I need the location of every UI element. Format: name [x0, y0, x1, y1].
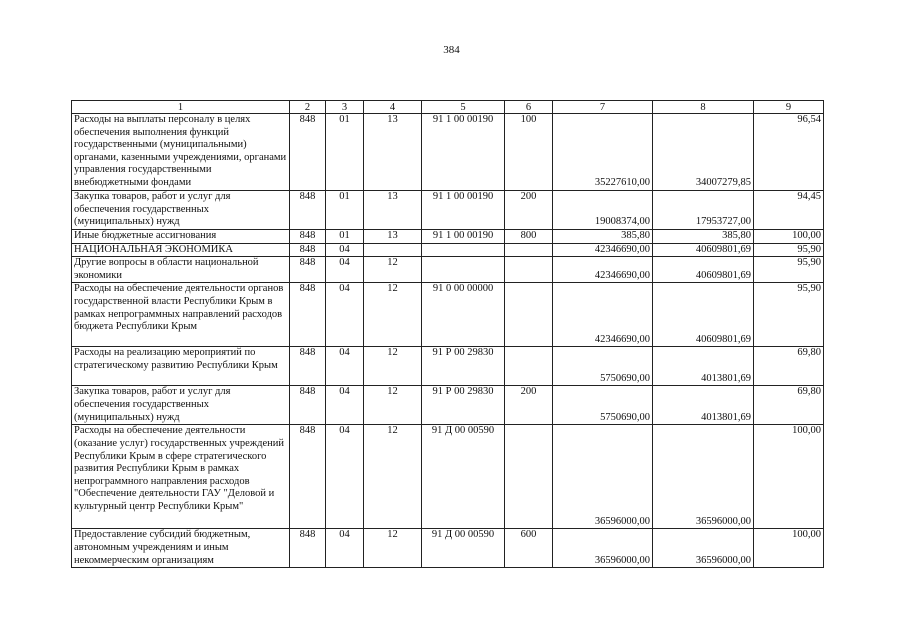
subsection-code: 12	[364, 386, 422, 425]
expense-type-code: 200	[505, 191, 553, 230]
planned-amount: 36596000,00	[553, 529, 653, 568]
expense-name: Закупка товаров, работ и услуг для обеспечения государственных (муниципальных) нужд	[72, 191, 290, 230]
subsection-code: 12	[364, 283, 422, 347]
expense-type-code	[505, 257, 553, 283]
planned-amount: 42346690,00	[553, 283, 653, 347]
table-row	[72, 283, 824, 347]
section-code: 04	[326, 529, 364, 568]
header-cell: 2	[290, 101, 326, 114]
table-row	[72, 230, 824, 244]
executed-amount: 17953727,00	[653, 191, 754, 230]
subsection-code: 13	[364, 230, 422, 244]
ministry-code: 848	[290, 529, 326, 568]
expense-type-code: 100	[505, 114, 553, 191]
executed-amount: 4013801,69	[653, 386, 754, 425]
expense-type-code	[505, 243, 553, 257]
table-row	[72, 191, 824, 230]
subsection-code: 12	[364, 425, 422, 529]
target-article-code: 91 Р 00 29830	[422, 347, 505, 386]
executed-amount: 40609801,69	[653, 243, 754, 257]
execution-percent: 69,80	[754, 347, 824, 386]
expense-type-code	[505, 425, 553, 529]
header-cell: 5	[422, 101, 505, 114]
executed-amount: 4013801,69	[653, 347, 754, 386]
section-code: 04	[326, 257, 364, 283]
expense-name: Расходы на обеспечение деятельности (оказание услуг) государственных учреждений Республики Крым в сфере стратегического развития Республики Крым в рамках непрограммного направления расходов "Обеспечение деятельности ГАУ "Деловой и культурный центр Республики Крым"	[72, 425, 290, 529]
table-row	[72, 257, 824, 283]
section-code: 01	[326, 191, 364, 230]
expense-name: Закупка товаров, работ и услуг для обеспечения государственных (муниципальных) нужд	[72, 386, 290, 425]
table-row	[72, 347, 824, 386]
section-code: 04	[326, 283, 364, 347]
expense-name: Расходы на реализацию мероприятий по стратегическому развитию Республики Крым	[72, 347, 290, 386]
header-cell: 9	[754, 101, 824, 114]
expense-type-code: 600	[505, 529, 553, 568]
expense-name: Другие вопросы в области национальной экономики	[72, 257, 290, 283]
execution-percent: 96,54	[754, 114, 824, 191]
table-row	[72, 243, 824, 257]
section-code: 04	[326, 386, 364, 425]
expense-name: Предоставление субсидий бюджетным, автономным учреждениям и иным некоммерческим организациям	[72, 529, 290, 568]
ministry-code: 848	[290, 191, 326, 230]
target-article-code: 91 1 00 00190	[422, 114, 505, 191]
target-article-code: 91 0 00 00000	[422, 283, 505, 347]
executed-amount: 34007279,85	[653, 114, 754, 191]
target-article-code: 91 1 00 00190	[422, 191, 505, 230]
section-code: 01	[326, 230, 364, 244]
planned-amount: 36596000,00	[553, 425, 653, 529]
executed-amount: 40609801,69	[653, 257, 754, 283]
target-article-code	[422, 243, 505, 257]
planned-amount: 5750690,00	[553, 347, 653, 386]
ministry-code: 848	[290, 425, 326, 529]
section-code: 04	[326, 243, 364, 257]
executed-amount: 36596000,00	[653, 425, 754, 529]
target-article-code: 91 1 00 00190	[422, 230, 505, 244]
execution-percent: 95,90	[754, 283, 824, 347]
section-code: 01	[326, 114, 364, 191]
expense-name: НАЦИОНАЛЬНАЯ ЭКОНОМИКА	[72, 243, 290, 257]
execution-percent: 94,45	[754, 191, 824, 230]
execution-percent: 100,00	[754, 425, 824, 529]
header-cell: 6	[505, 101, 553, 114]
target-article-code: 91 Д 00 00590	[422, 425, 505, 529]
budget-table	[71, 100, 824, 568]
planned-amount: 385,80	[553, 230, 653, 244]
ministry-code: 848	[290, 114, 326, 191]
planned-amount: 35227610,00	[553, 114, 653, 191]
ministry-code: 848	[290, 283, 326, 347]
ministry-code: 848	[290, 230, 326, 244]
ministry-code: 848	[290, 243, 326, 257]
target-article-code: 91 Д 00 00590	[422, 529, 505, 568]
subsection-code: 12	[364, 347, 422, 386]
executed-amount: 36596000,00	[653, 529, 754, 568]
expense-name: Иные бюджетные ассигнования	[72, 230, 290, 244]
subsection-code	[364, 243, 422, 257]
target-article-code	[422, 257, 505, 283]
section-code: 04	[326, 347, 364, 386]
header-cell: 8	[653, 101, 754, 114]
subsection-code: 13	[364, 191, 422, 230]
execution-percent: 100,00	[754, 529, 824, 568]
table-row	[72, 386, 824, 425]
ministry-code: 848	[290, 257, 326, 283]
ministry-code: 848	[290, 347, 326, 386]
table-row	[72, 529, 824, 568]
header-cell: 3	[326, 101, 364, 114]
planned-amount: 19008374,00	[553, 191, 653, 230]
expense-type-code: 800	[505, 230, 553, 244]
planned-amount: 42346690,00	[553, 243, 653, 257]
execution-percent: 100,00	[754, 230, 824, 244]
header-row	[72, 101, 824, 114]
header-cell: 1	[72, 101, 290, 114]
expense-type-code	[505, 283, 553, 347]
ministry-code: 848	[290, 386, 326, 425]
subsection-code: 12	[364, 257, 422, 283]
planned-amount: 5750690,00	[553, 386, 653, 425]
execution-percent: 69,80	[754, 386, 824, 425]
planned-amount: 42346690,00	[553, 257, 653, 283]
subsection-code: 13	[364, 114, 422, 191]
expense-name: Расходы на обеспечение деятельности органов государственной власти Республики Крым в рамках непрограммных направлений расходов бюджета Республики Крым	[72, 283, 290, 347]
executed-amount: 385,80	[653, 230, 754, 244]
header-cell: 4	[364, 101, 422, 114]
expense-name: Расходы на выплаты персоналу в целях обеспечения выполнения функций государственными (муниципальными) органами, казенными учреждениями, органами управления государственными внебюджетными фондами	[72, 114, 290, 191]
target-article-code: 91 Р 00 29830	[422, 386, 505, 425]
execution-percent: 95,90	[754, 243, 824, 257]
expense-type-code	[505, 347, 553, 386]
subsection-code: 12	[364, 529, 422, 568]
section-code: 04	[326, 425, 364, 529]
expense-type-code: 200	[505, 386, 553, 425]
executed-amount: 40609801,69	[653, 283, 754, 347]
execution-percent: 95,90	[754, 257, 824, 283]
page-number: 384	[443, 44, 460, 56]
header-cell: 7	[553, 101, 653, 114]
table-row	[72, 114, 824, 191]
table-row	[72, 425, 824, 529]
